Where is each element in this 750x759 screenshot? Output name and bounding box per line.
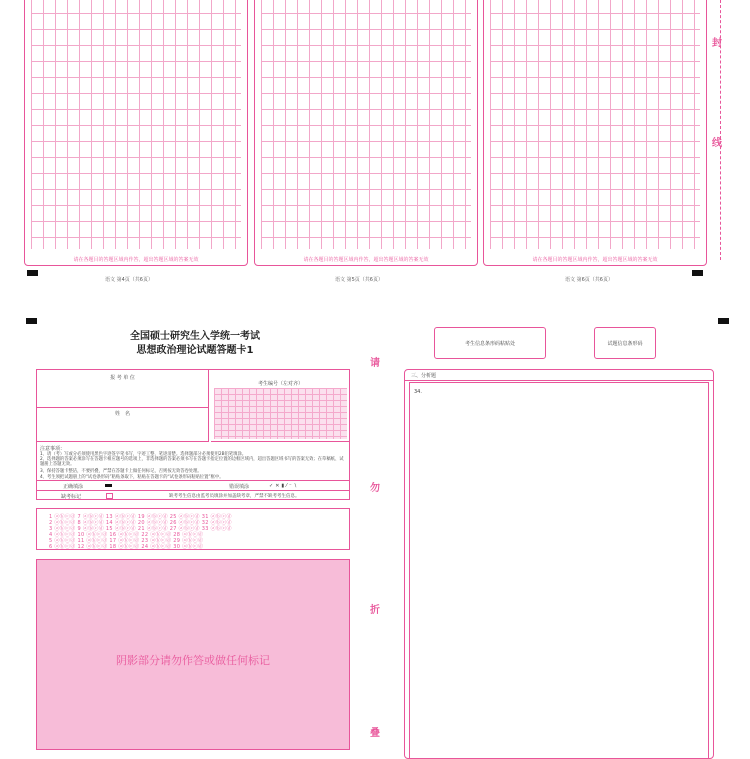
choice-block	[36, 508, 350, 550]
candidate-number-box	[211, 370, 350, 442]
absent-note: 缺考考生信息由监考员填涂并加盖缺考章，严禁不缺考考生信息。	[169, 494, 300, 499]
alignment-mark	[718, 318, 729, 324]
fold-char-2: 勿	[370, 483, 380, 494]
absent-mark-box[interactable]	[106, 493, 113, 499]
choice-row-3[interactable]: 3 ⓐⓑⓒⓓ 9 ⓐⓑⓒⓓ 15 ⓐⓑⓒⓓ 21 ⓐⓑⓒⓓ 27 ⓐⓑⓒⓓ 33 ⓐⓑⓒⓓ	[49, 526, 232, 532]
name-field[interactable]	[37, 408, 209, 442]
candidate-info-box	[36, 369, 350, 500]
card-title-line2: 思想政治理论试题答题卡1	[136, 345, 254, 356]
panel-note: 请在各题目的答题区域内作答，超出答题区域的答案无效	[73, 257, 199, 263]
writing-grid-page-5	[254, 0, 478, 266]
name-label: 姓 名	[114, 411, 130, 417]
note-3: 3、保持答题卡整洁，不要折叠，严禁在答题卡上做任何标记，否则按无效答卷处理。	[40, 469, 202, 474]
analysis-inner-frame	[409, 382, 709, 758]
exam-unit-label: 报 考 单 位	[110, 375, 135, 381]
absent-row	[37, 490, 349, 500]
choice-row-1[interactable]: 1 ⓐⓑⓒⓓ 7 ⓐⓑⓒⓓ 13 ⓐⓑⓒⓓ 19 ⓐⓑⓒⓓ 25 ⓐⓑⓒⓓ 31 ⓐⓑⓒⓓ	[49, 514, 232, 520]
correct-fill-label: 正确填涂	[63, 484, 84, 490]
page-footer-6: 语文 第6页（共6页）	[565, 277, 613, 283]
correct-fill-sample	[105, 484, 112, 487]
panel-note: 请在各题目的答题区域内作答，超出答题区域的答案无效	[303, 257, 429, 263]
barcode-area-label: 试题信息条形码	[607, 340, 643, 347]
candidate-number-bubbles[interactable]	[214, 388, 347, 439]
barcode-paste-label: 考生信息条形码粘贴处	[464, 340, 515, 347]
alignment-mark	[692, 270, 703, 276]
note-2: 2、选择题的答案必须涂写在答题卡相应题号的选项上，非选择题的答案必须书写在答题卡指定位置的边框区域内，超出答题区域书写的答案无效；在草稿纸、试题册上答题无效。	[40, 457, 344, 467]
writing-grid-page-4	[24, 0, 248, 266]
fold-char-3: 折	[370, 605, 380, 616]
writing-grid	[31, 0, 241, 249]
shaded-notice: 阴影部分请勿作答或做任何标记	[116, 654, 270, 667]
candidate-number-label: 考生编号（左对齐）	[257, 381, 303, 387]
barcode-area-box[interactable]	[594, 327, 656, 359]
line-char: 线	[712, 138, 722, 149]
seal-char: 封	[712, 38, 722, 49]
writing-grid	[490, 0, 700, 249]
analysis-answer-box[interactable]	[404, 369, 714, 759]
fold-char-4: 叠	[370, 728, 380, 739]
analysis-header	[405, 370, 713, 381]
section-title: 三、分析题	[411, 373, 437, 379]
absent-mark-label: 缺考标记	[61, 494, 82, 500]
alignment-mark	[27, 270, 38, 276]
fold-char-1: 请	[370, 358, 380, 369]
choice-row-2[interactable]: 2 ⓐⓑⓒⓓ 8 ⓐⓑⓒⓓ 14 ⓐⓑⓒⓓ 20 ⓐⓑⓒⓓ 26 ⓐⓑⓒⓓ 32 ⓐⓑⓒⓓ	[49, 520, 232, 526]
notes-title: 注意事项：	[40, 446, 66, 452]
choice-row-4[interactable]: 4 ⓐⓑⓒⓓ 10 ⓐⓑⓒⓓ 16 ⓐⓑⓒⓓ 22 ⓐⓑⓒⓓ 28 ⓐⓑⓒⓓ	[49, 532, 204, 538]
question-number: 34.	[414, 389, 422, 395]
note-1: 1、请（考）写或分必须使用黑色字迹签字笔书写，字迹工整，笔迹清楚。选择题部分必须使用2B铅笔填涂。	[40, 452, 247, 457]
wrong-fill-sample: ✓✕▮⁄⁻∖	[269, 483, 299, 489]
barcode-paste-box[interactable]	[434, 327, 546, 359]
alignment-mark	[26, 318, 37, 324]
shaded-no-mark-area	[36, 559, 350, 750]
exam-unit-field[interactable]	[37, 370, 209, 408]
writing-grid	[261, 0, 471, 249]
wrong-fill-label: 错误填涂	[229, 484, 250, 490]
fill-legend-row	[37, 480, 349, 490]
panel-note: 请在各题目的答题区域内作答，超出答题区域的答案无效	[532, 257, 658, 263]
choice-row-5[interactable]: 5 ⓐⓑⓒⓓ 11 ⓐⓑⓒⓓ 17 ⓐⓑⓒⓓ 23 ⓐⓑⓒⓓ 29 ⓐⓑⓒⓓ	[49, 538, 204, 544]
page-footer-4: 语文 第4页（共6页）	[105, 277, 153, 283]
choice-row-6[interactable]: 6 ⓐⓑⓒⓓ 12 ⓐⓑⓒⓓ 18 ⓐⓑⓒⓓ 24 ⓐⓑⓒⓓ 30 ⓐⓑⓒⓓ	[49, 544, 204, 550]
page-footer-5: 语文 第5页（共6页）	[335, 277, 383, 283]
card-title-line1: 全国硕士研究生入学统一考试	[130, 331, 260, 342]
seal-line	[720, 0, 722, 260]
note-4: 4、考生须把试题册上的“试卷条形码”粘贴条取下，粘贴在答题卡的“试卷条形码粘贴位置”框中。	[40, 475, 224, 480]
writing-grid-page-6	[483, 0, 707, 266]
